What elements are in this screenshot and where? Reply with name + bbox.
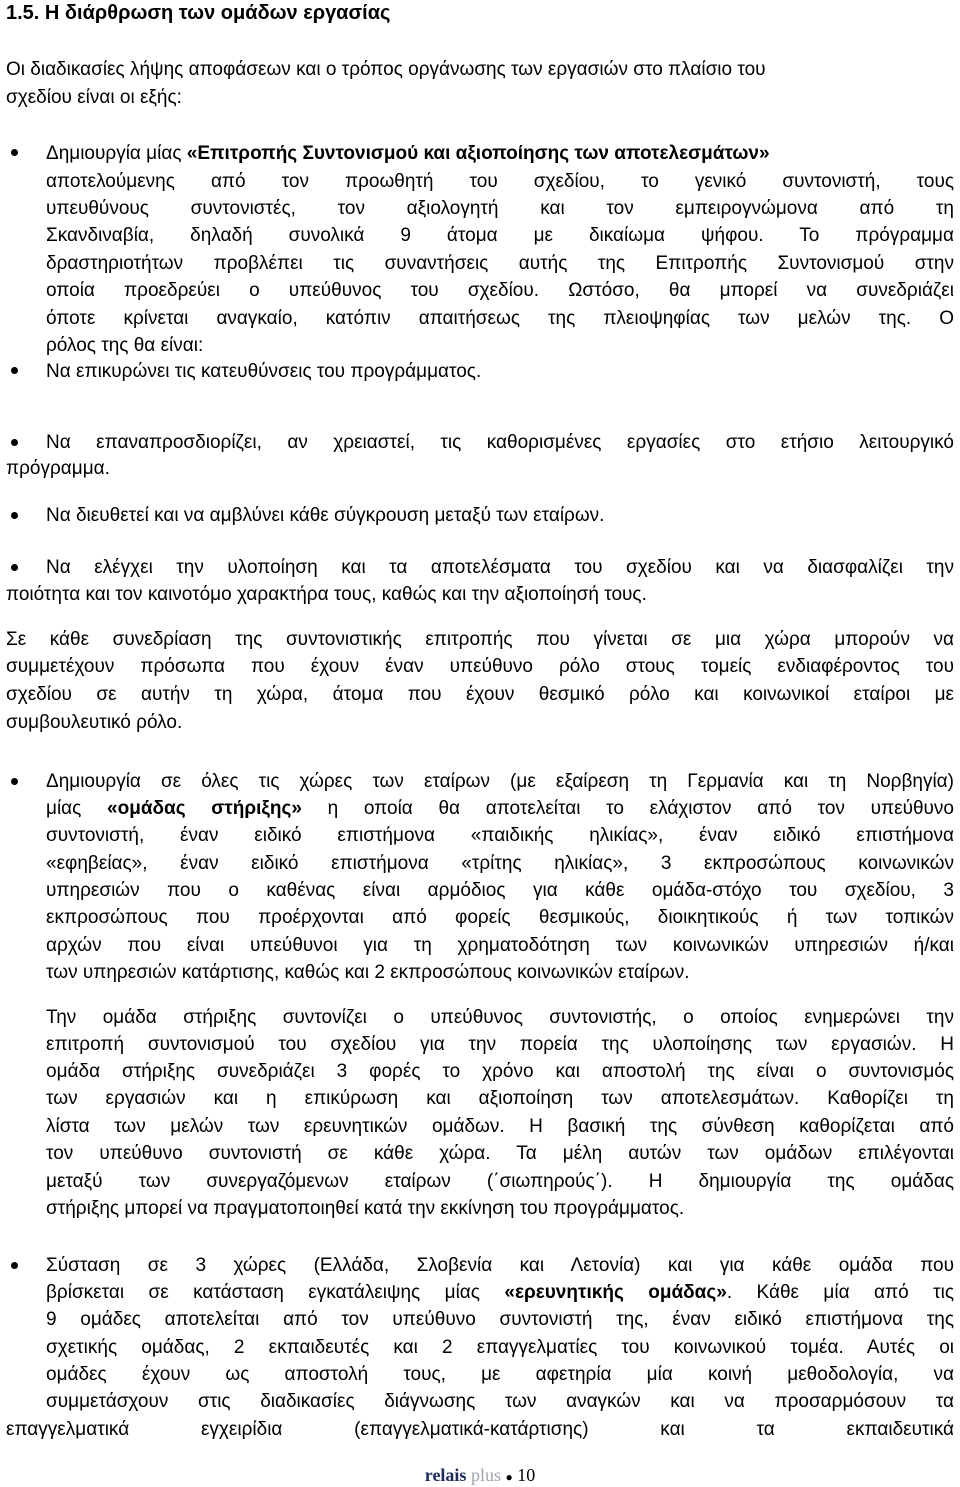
role-item-2: Να επαναπροσδιορίζει, αν χρειαστεί, τις καθορισμένες εργασίες στο ετήσιο λειτουργικό — [46, 432, 954, 453]
bullet2-line: εκπροσώπους που προέρχονται από φορείς θεσμικούς, διοικητικούς ή των τοπικών — [46, 907, 954, 928]
bullet3-line: επαγγελματικά εγχειρίδια (επαγγελματικά-κατάρτισης) και τα εκπαιδευτικά — [6, 1419, 954, 1440]
role-item-4-cont: ποιότητα και τον καινοτόμο χαρακτήρα τους, καθώς και την αξιοποίησή τους. — [6, 584, 647, 605]
support-paragraph-line: τον υπεύθυνο συντονιστή σε κάθε χώρα. Τα μέλη αυτών των ομάδων επιλέγονται — [46, 1143, 954, 1164]
bullet-dot — [11, 564, 18, 571]
bullet3-line-1: Σύσταση σε 3 χώρες (Ελλάδα, Σλοβενία και Λετονία) και για κάθε ομάδα που — [46, 1255, 954, 1276]
support-paragraph-line: ομάδα στήριξης συνεδριάζει 3 φορές το χρόνο και αποστολή της είναι ο συντονισμός — [46, 1061, 954, 1082]
bullet1-line: αποτελούμενης από τον προωθητή του σχεδίου, το γενικό συντονιστή, τους — [46, 171, 954, 192]
meeting-paragraph-line: Σε κάθε συνεδρίαση της συντονιστικής επιτροπής που γίνεται σε μια χώρα μπορούν να — [6, 629, 954, 650]
bullet3-line-2: βρίσκεται σε κατάσταση εγκατάλειψης μίας «ερευνητικής ομάδας». Κάθε μία από τις — [46, 1282, 954, 1303]
bullet-dot — [11, 778, 18, 785]
meeting-paragraph-line: σχεδίου σε αυτήν τη χώρα, άτομα που έχουν θεσμικό ρόλο και κοινωνικοί εταίροι με — [6, 684, 954, 705]
bullet-dot — [11, 1262, 18, 1269]
page-number: 10 — [517, 1465, 536, 1485]
bullet3-line: ομάδες έχουν ως αποστολή τους, με αφετηρία μία κοινή μεθοδολογία, να — [46, 1364, 954, 1385]
bullet-dot — [11, 367, 18, 374]
support-paragraph-line: επιτροπή συντονισμού του σχεδίου για την πορεία της υλοποίησης των εργασιών. Η — [46, 1034, 954, 1055]
bullet3-line: 9 ομάδες αποτελείται από τον υπεύθυνο συντονιστή της, έναν ειδικό επιστήμονα της — [46, 1309, 954, 1330]
bullet1-line: όποτε κρίνεται αναγκαίο, κατόπιν απαιτήσεως της πλειοψηφίας των μελών της. Ο — [46, 308, 954, 329]
bullet1-line-1: Δημιουργία μίας «Επιτροπής Συντονισμού και αξιοποίησης των αποτελεσμάτων» — [46, 143, 770, 164]
bullet1-line: δραστηριοτήτων προβλέπει τις συναντήσεις αυτής της Επιτροπής Συντονισμού στην — [46, 253, 954, 274]
bullet2-line-last: των υπηρεσιών κατάρτισης, καθώς και 2 εκπροσώπους κοινωνικών εταίρων. — [46, 962, 690, 983]
bullet1-line: οποία προεδρεύει ο υπεύθυνος του σχεδίου. Ωστόσο, θα μπορεί να συνεδριάζει — [46, 280, 954, 301]
bullet-dot — [11, 149, 18, 156]
bullet2-line: αρχών που είναι υπεύθυνοι για τη χρηματοδότηση των κοινωνικών υπηρεσιών ή/και — [46, 935, 954, 956]
bullet3-line: συμμετάσχουν στις διαδικασίες διάγνωσης των αναγκών και να προσαρμόσουν τα — [46, 1391, 954, 1412]
bullet1-line: Σκανδιναβία, δηλαδή συνολικά 9 άτομα με δικαίωμα ψήφου. Το πρόγραμμα — [46, 225, 954, 246]
role-item-4: Να ελέγχει την υλοποίηση και τα αποτελέσματα του σχεδίου και να διασφαλίζει την — [46, 557, 954, 578]
support-paragraph-line: των εργασιών και η επικύρωση και αξιοποίηση των αποτελεσμάτων. Καθορίζει τη — [46, 1088, 954, 1109]
support-paragraph-line-last: στήριξης μπορεί να πραγματοποιηθεί κατά την εκκίνηση του προγράμματος. — [46, 1198, 685, 1219]
role-item-3: Να διευθετεί και να αμβλύνει κάθε σύγκρουση μεταξύ των εταίρων. — [46, 505, 605, 526]
meeting-paragraph-line: συμβουλευτικό ρόλο. — [6, 712, 183, 733]
bullet1-line-last: ρόλος της θα είναι: — [46, 335, 204, 356]
bullet2-line: συντονιστή, έναν ειδικό επιστήμονα «παιδικής ηλικίας», έναν ειδικό επιστήμονα — [46, 825, 954, 846]
bullet3-line: σχετικής ομάδας, 2 εκπαιδευτές και 2 επαγγελματίες του κοινωνικού τομέα. Αυτές οι — [46, 1337, 954, 1358]
bullet1-line: υπευθύνους συντονιστές, τον αξιολογητή και τον εμπειρογνώμονα από τη — [46, 198, 954, 219]
bullet2-line: «εφηβείας», έναν ειδικό επιστήμονα «τρίτης ηλικίας», 3 εκπροσώπους κοινωνικών — [46, 853, 954, 874]
footer-separator-dot: ● — [505, 1469, 513, 1484]
role-item-1: Να επικυρώνει τις κατευθύνσεις του προγράμματος. — [46, 361, 482, 382]
support-paragraph-line: μεταξύ των συνεργαζόμενων εταίρων (΄σιωπηρούς΄). Η δημιουργία της ομάδας — [46, 1171, 954, 1192]
role-item-2-cont: πρόγραμμα. — [6, 458, 110, 479]
bullet-dot — [11, 512, 18, 519]
meeting-paragraph-line: συμμετέχουν πρόσωπα που έχουν έναν υπεύθυνο ρόλο στους τομείς ενδιαφέροντος του — [6, 656, 954, 677]
footer-brand: relais — [424, 1465, 467, 1485]
bullet2-line: υπηρεσιών που ο καθένας είναι αρμόδιος για κάθε ομάδα-στόχο του σχεδίου, 3 — [46, 880, 954, 901]
intro-line-2: σχεδίου είναι οι εξής: — [6, 87, 182, 108]
page-footer — [0, 1465, 960, 1487]
footer-brand-plus: plus — [470, 1465, 501, 1485]
intro-line-1: Οι διαδικασίες λήψης αποφάσεων και ο τρόπος οργάνωσης των εργασιών στο πλαίσιο του — [6, 59, 766, 80]
bullet2-line-2: μίας «ομάδας στήριξης» η οποία θα αποτελείται το ελάχιστον από τον υπεύθυνο — [46, 798, 954, 819]
bullet2-line-1: Δημιουργία σε όλες τις χώρες των εταίρων (με εξαίρεση τη Γερμανία και τη Νορβηγία) — [46, 771, 954, 792]
section-heading: 1.5. Η διάρθρωση των ομάδων εργασίας — [6, 2, 391, 24]
support-paragraph-line: λίστα των μελών των ερευνητικών ομάδων. Η βασική της σύνθεση καθορίζεται από — [46, 1116, 954, 1137]
support-paragraph-line: Την ομάδα στήριξης συντονίζει ο υπεύθυνος συντονιστής, ο οποίος ενημερώνει την — [46, 1007, 954, 1028]
bullet-dot — [11, 439, 18, 446]
